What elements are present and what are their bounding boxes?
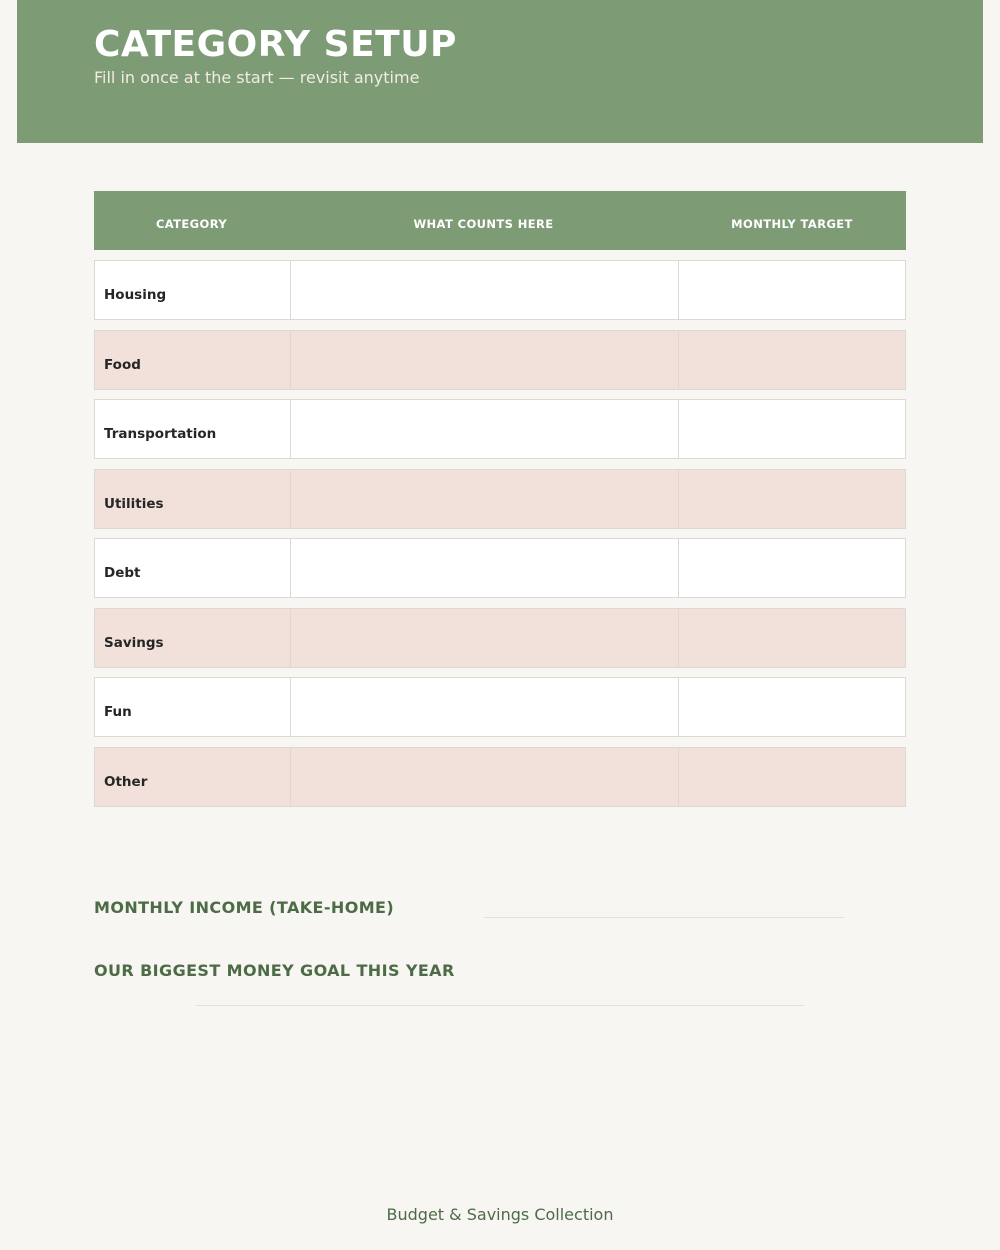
what-counts-field[interactable] <box>290 609 678 667</box>
table-row <box>94 608 906 668</box>
what-counts-field[interactable] <box>290 748 678 806</box>
category-cell: Savings <box>104 634 164 651</box>
monthly-target-field[interactable] <box>678 678 905 736</box>
column-header-category: CATEGORY <box>155 216 228 231</box>
category-cell: Housing <box>104 287 167 303</box>
money-goal-label: OUR BIGGEST MONEY GOAL THIS YEAR <box>94 961 455 980</box>
table-row <box>94 260 906 320</box>
what-counts-field[interactable] <box>290 400 678 458</box>
monthly-target-field[interactable] <box>678 539 905 597</box>
table-row <box>94 677 906 737</box>
category-cell: Other <box>104 773 148 790</box>
category-cell: Transportation <box>104 426 217 442</box>
monthly-income-line[interactable] <box>484 917 844 918</box>
monthly-income-label: MONTHLY INCOME (TAKE-HOME) <box>94 898 395 917</box>
category-cell: Utilities <box>104 495 164 512</box>
table-header-row <box>94 191 906 250</box>
column-header-what-counts: WHAT COUNTS HERE <box>413 216 554 231</box>
what-counts-field[interactable] <box>290 678 678 736</box>
category-cell: Fun <box>104 704 132 720</box>
monthly-target-field[interactable] <box>678 748 905 806</box>
what-counts-field[interactable] <box>290 539 678 597</box>
table-row <box>94 330 906 390</box>
what-counts-field[interactable] <box>290 470 678 528</box>
page-title: CATEGORY SETUP <box>94 24 457 65</box>
category-cell: Debt <box>104 565 141 581</box>
monthly-target-field[interactable] <box>678 400 905 458</box>
table-row <box>94 399 906 459</box>
monthly-target-field[interactable] <box>678 331 905 389</box>
page-subtitle: Fill in once at the start — revisit anytime <box>94 68 420 87</box>
table-row <box>94 469 906 529</box>
monthly-target-field[interactable] <box>678 609 905 667</box>
page-header <box>17 0 983 143</box>
monthly-target-field[interactable] <box>678 261 905 319</box>
monthly-target-field[interactable] <box>678 470 905 528</box>
footer-text: Budget & Savings Collection <box>386 1205 614 1224</box>
table-row <box>94 538 906 598</box>
what-counts-field[interactable] <box>290 331 678 389</box>
money-goal-line[interactable] <box>196 1005 804 1006</box>
table-row <box>94 747 906 807</box>
what-counts-field[interactable] <box>290 261 678 319</box>
category-cell: Food <box>104 356 141 373</box>
column-header-monthly-target: MONTHLY TARGET <box>731 216 853 231</box>
category-table <box>94 191 906 816</box>
